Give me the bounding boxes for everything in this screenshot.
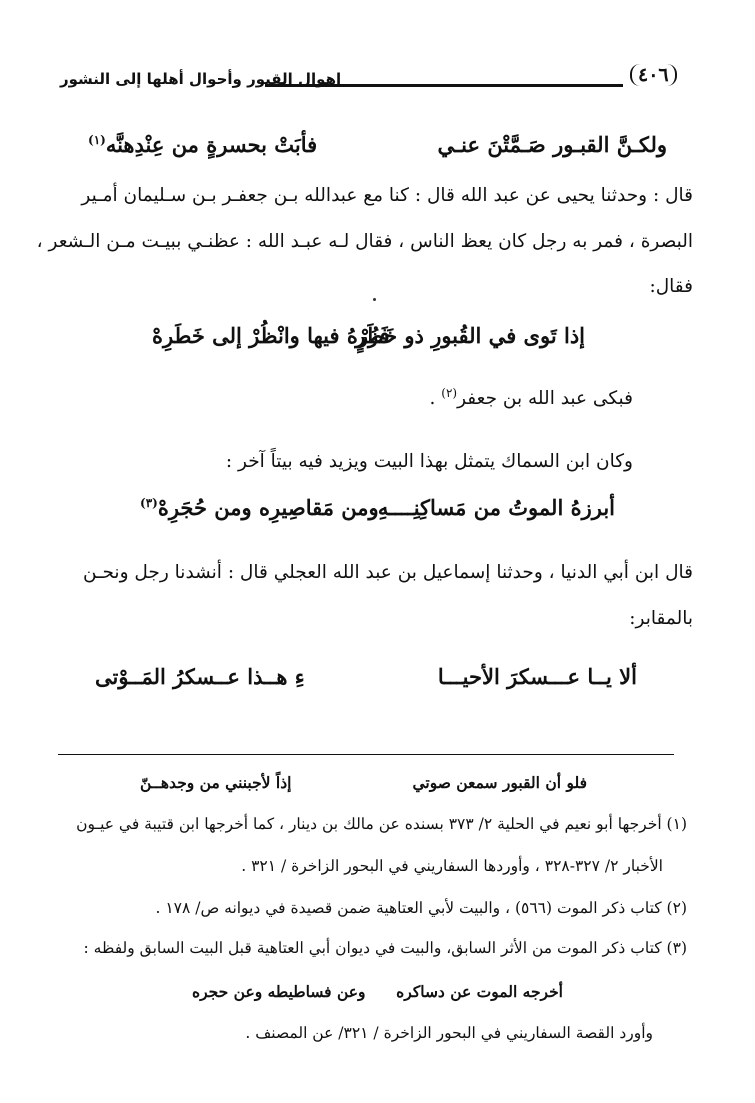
- page-number: ٤٠٦: [630, 64, 677, 86]
- paragraph1-line2: البصرة ، فمر به رجل كان يعظ الناس ، فقال لـه عبـد الله : عظنـي ببيـت مـن الـشعر ،: [36, 231, 693, 252]
- paragraph1-line1: قال : وحدثنا يحيى عن عبد الله قال : كنا مع عبدالله بـن جعفـر بـن سـليمان أمـير: [81, 185, 693, 206]
- footnote-ref-3: (٣): [140, 496, 158, 510]
- verse1-hemistich-left: [88, 132, 317, 157]
- footnote2: (٢) كتاب ذكر الموت (٥٦٦) ، والبيت لأبي العتاهية ضمن قصيدة في ديوانه ص/ ١٧٨ .: [155, 899, 687, 917]
- footnote3-verse-right: أخرجه الموت عن دساكره: [396, 982, 563, 1001]
- footnote3-end: وأورد القصة السفاريني في البحور الزاخرة / ٣٢١/ عن المصنف .: [245, 1024, 653, 1042]
- weeping-line: [430, 386, 634, 409]
- footnote-verse-right: فلو أن القبور سمعن صوتي: [412, 773, 587, 792]
- running-title: اهوال القبور وأحوال أهلها إلى النشور: [60, 70, 342, 88]
- footnote-ref-1: (١): [88, 133, 106, 147]
- sammak-line: وكان ابن السماك يتمثل بهذا البيت ويزيد فيه بيتاً آخر :: [225, 451, 633, 472]
- paragraph2-line2: بالمقابر:: [629, 608, 693, 629]
- paragraph1-line3: فقال:: [649, 276, 693, 297]
- footnote3-verse-left: وعن فساطيطه وعن حجره: [192, 982, 366, 1001]
- footnote1-line2: الأخبار ٢/ ٣٢٧-٣٢٨ ، وأوردها السفاريني في البحور الزاخرة / ٣٢١ .: [241, 857, 663, 875]
- footnote3: (٣) كتاب ذكر الموت من الأثر السابق، والبيت في ديوان أبي العتاهية قبل البيت السابق ولفظه :: [83, 939, 687, 957]
- verse4-hemistich-left: ءِ هــذا عــسكرُ المَــوْتى: [95, 664, 305, 689]
- ink-speck: [373, 298, 376, 301]
- verse3-hemistich-left: [140, 495, 379, 520]
- verse1-hemistich-right: ولكـنَّ القبـور صَـمَّتْنَ عنـي: [437, 132, 667, 157]
- verse4-hemistich-right: ألا يــا عـــسكرَ الأحيـــا: [437, 664, 637, 689]
- verse1-left-text: فأبَتْ بحسرةٍ من عِنْدِهنَّه: [105, 132, 318, 157]
- verse3-left-text: ومن مَقاصِيرِه ومن حُجَرِهْ: [157, 495, 379, 520]
- verse2-hemistich-right: إذا تَوى في القُبورِ ذو خَطَرٍ: [355, 323, 585, 348]
- weeping-text: فبكى عبد الله بن جعفر: [457, 388, 633, 410]
- paragraph2-line1: قال ابن أبي الدنيا ، وحدثنا إسماعيل بن عبد الله العجلي قال : أنشدنا رجل ونحـن: [82, 562, 693, 583]
- verse3-hemistich-right: أبرزهُ الموتُ من مَساكِنِــــهِ: [377, 495, 615, 520]
- footnote-separator: [58, 754, 674, 755]
- footnote-ref-2: (٢): [441, 386, 458, 400]
- verse2-hemistich-left: فَزُرْهُ فيها وانْظُرْ إلى خَطَرِهْ: [152, 323, 390, 348]
- footnote1-line1: (١) أخرجها أبو نعيم في الحلية ٢/ ٣٧٣ بسنده عن مالك بن دينار ، كما أخرجها ابن قتيبة في عيـون: [76, 815, 687, 833]
- footnote-verse-left: إذاً لأجبنني من وجدهــنّ: [140, 773, 292, 792]
- weeping-end: .: [429, 388, 442, 410]
